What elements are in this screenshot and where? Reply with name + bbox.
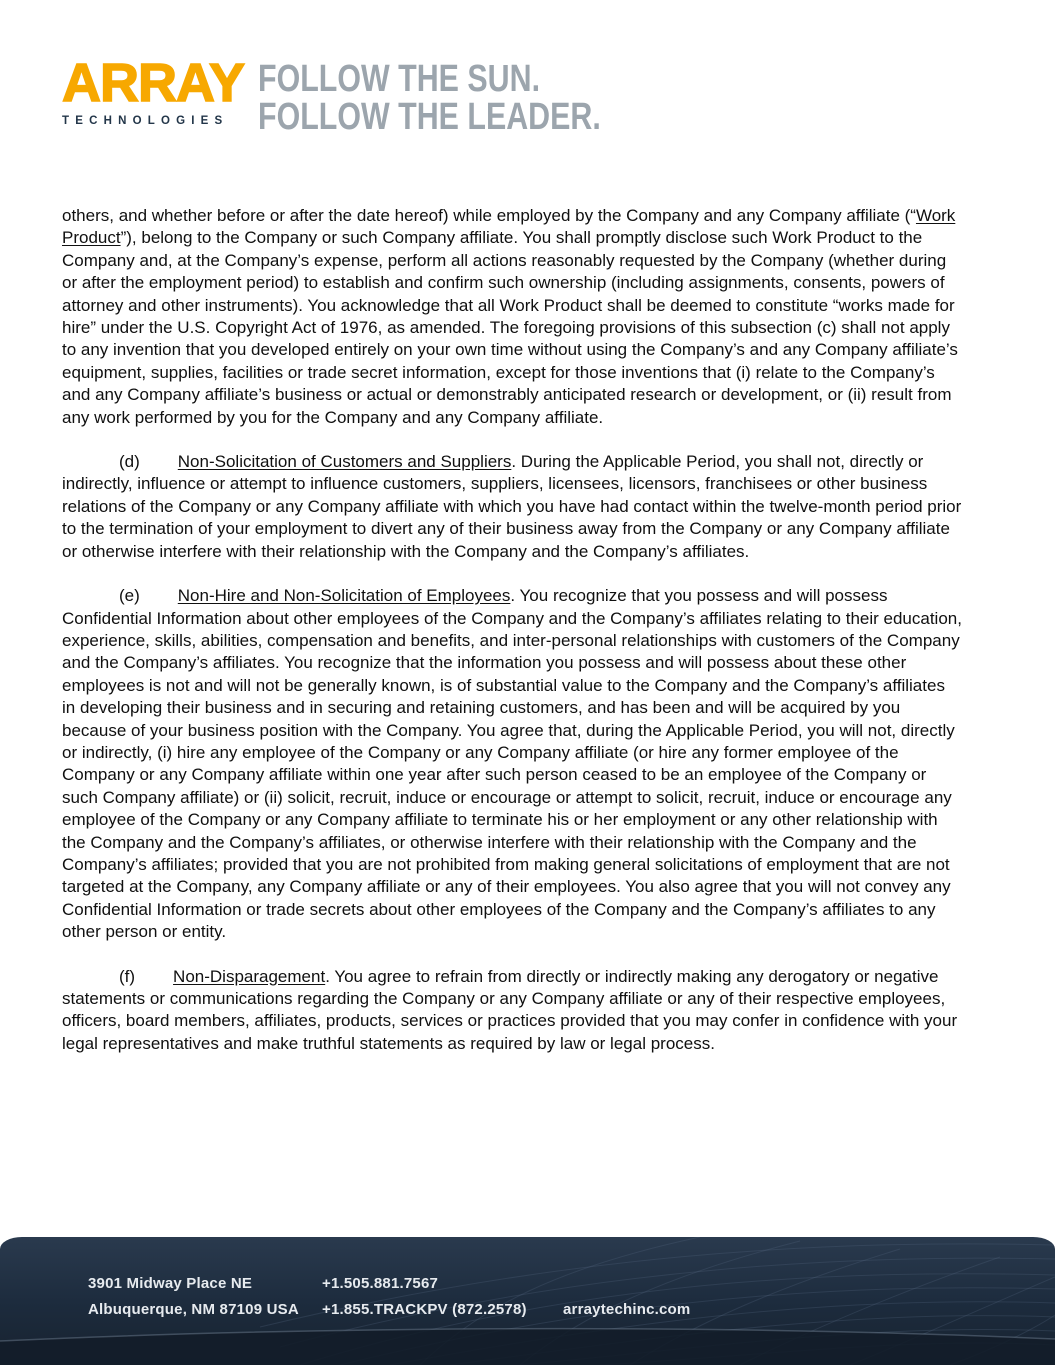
text-run: . You recognize that you possess and will possess Confidential Information about other employees of the Company and the Company’s affiliates relating to their education, experience, skills, abilities, compensation and benefits, and inter-personal relationships with customers of the Company and the Company’s affiliates. You recognize that the information you possess and will possess about these other employees is not and will not be generally known, is of substantial value to the Company and the Company’s affiliates in developing their business and in securing and retaining customers, and has been and will be acquired by you because of your business position with the Company. You agree that, during the Applicable Period, you will not, directly or indirectly, (i) hire any employee of the Company or any Company affiliate (or hire any former employee of the Company or any Company affiliate within one year after such person ceased to be an employee of the Company or such Company affiliate) or (ii) solicit, recruit, induce or encourage or attempt to solicit, recruit, induce or encourage any employee of the Company or any Company affiliate to terminate his or her employment or any other relationship with the Company and the Company’s affiliates, or otherwise interfere with their relationship with the Company and the Company’s affiliates; provided that you are not prohibited from making general solicitations of employment that are not targeted at the Company, any Company affiliate or any of their employees. You also agree that you will not convey any Confidential Information or trade secrets about other employees of the Company and the Company’s affiliates to any other person or entity. (62, 586, 962, 942)
page-footer (0, 1237, 1055, 1365)
footer-website (563, 1297, 690, 1323)
text-run: . You agree to refrain from directly or indirectly making any derogatory or negative statements or communications regarding the Company or any Company affiliate or any of their respective employees, officers, board members, affiliates, products, services or practices provided that you may confer in confidence with your legal representatives and make truthful statements as required by law or legal process. (62, 966, 958, 1053)
paragraph (62, 205, 962, 429)
footer-phone-line-2: +1.855.TRACKPV (872.2578) (322, 1301, 527, 1318)
tagline (258, 60, 687, 136)
footer-phone-line-1: +1.505.881.7567 (322, 1275, 439, 1292)
text-run: (d) (119, 452, 140, 472)
footer-address-line-1: 3901 Midway Place NE (88, 1275, 253, 1292)
text-run: others, and whether before or after the date hereof) while employed by the Company and any Company affiliate (“ (62, 206, 916, 225)
underlined-heading: Non-Solicitation of Customers and Suppliers (177, 452, 512, 472)
tagline-line-2: FOLLOW THE LEADER. (258, 96, 601, 138)
paragraph (62, 451, 962, 563)
footer-website-text: arraytechinc.com (563, 1301, 691, 1318)
paragraph (62, 585, 962, 944)
paragraph (62, 966, 962, 1056)
underlined-heading: Work Product (62, 206, 956, 248)
footer-phones (322, 1271, 527, 1323)
tagline-line-1: FOLLOW THE SUN. (258, 58, 541, 100)
logo-wordmark: ARRAY (62, 53, 245, 113)
underlined-heading: Non-Disparagement (173, 966, 326, 986)
logo-subtitle: TECHNOLOGIES (62, 115, 229, 127)
footer-address-line-2: Albuquerque, NM 87109 USA (88, 1301, 299, 1318)
text-run: . During the Applicable Period, you shall not, directly or indirectly, influence or attempt to influence customers, suppliers, licensees, licensors, franchisees or other business relations of the Company or any Company affiliate with which you have had contact within the twelve-month period prior to the termination of your employment to divert any of their business away from the Company or any Company affiliate or otherwise interfere with their relationship with the Company and the Company’s affiliates. (62, 452, 962, 561)
text-run: (f) (119, 966, 136, 986)
document-body (62, 205, 962, 1077)
array-logo (62, 53, 245, 127)
footer-address (88, 1271, 299, 1323)
underlined-heading: Non-Hire and Non-Solicitation of Employees (177, 586, 511, 606)
text-run: ”), belong to the Company or such Company affiliate. You shall promptly disclose such Work Product to the Company and, at the Company’s expense, perform all actions reasonably requested by the Company (whether during or after the employment period) to establish and confirm such ownership (including assignments, consents, powers of attorney and other instruments). You acknowledge that all Work Product shall be deemed to constitute “works made for hire” under the U.S. Copyright Act of 1976, as amended. The foregoing provisions of this subsection (c) shall not apply to any invention that you developed entirely on your own time without using the Company’s and any Company affiliate’s equipment, supplies, facilities or trade secret information, except for those inventions that (i) relate to the Company’s and any Company affiliate’s business or actual or demonstrably anticipated research or development, or (ii) result from any work performed by you for the Company and any Company affiliate. (62, 228, 958, 427)
letterhead (0, 0, 1055, 190)
text-run: (e) (119, 586, 140, 606)
